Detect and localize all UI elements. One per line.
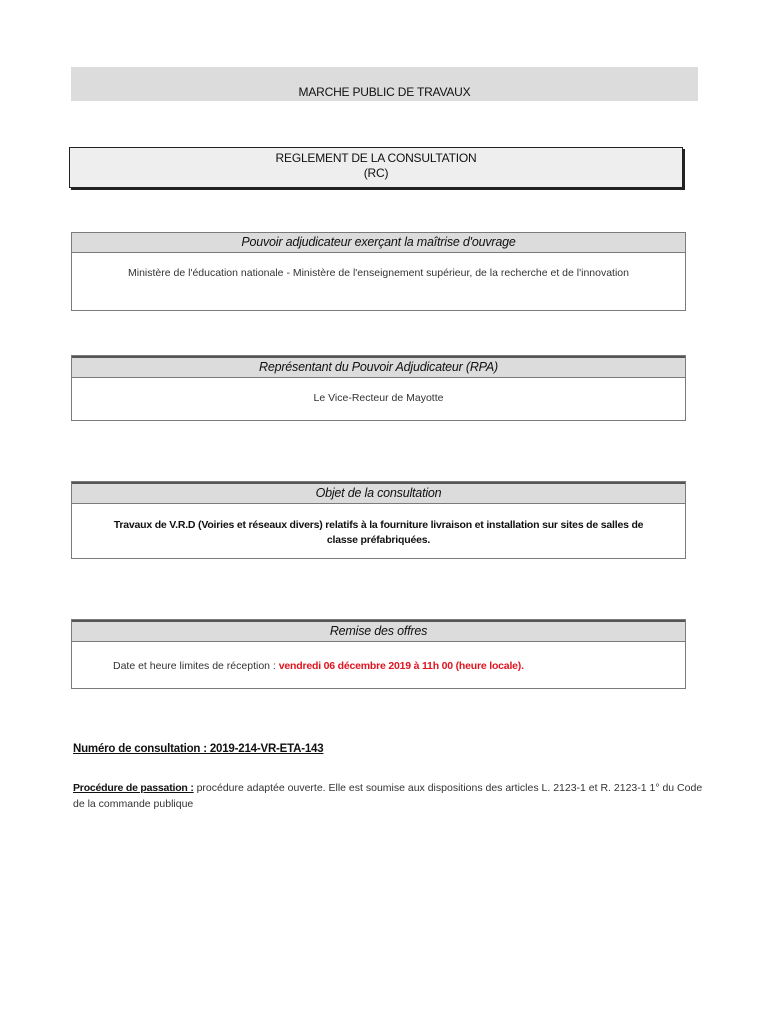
rpa-title: Représentant du Pouvoir Adjudicateur (RPA) [72,356,685,378]
numero-consultation: Numéro de consultation : 2019-214-VR-ETA-143 [73,743,324,755]
remise-title: Remise des offres [72,620,685,642]
remise-label: Date et heure limites de réception : [113,660,279,672]
procedure-text: procédure adaptée ouverte. Elle est soumise aux dispositions des articles L. 2123-1 et R. 2123-1 1° du Code de la commande publique [73,782,703,810]
rpa-section [71,355,686,421]
procedure-paragraph [73,780,703,812]
objet-body: Travaux de V.R.D (Voiries et réseaux divers) relatifs à la fourniture livraison et installation sur sites de salles de classe préfabriquées. [113,519,644,546]
procedure-label: Procédure de passation : [73,782,194,794]
document-title: MARCHE PUBLIC DE TRAVAUX [298,85,471,99]
rc-title-line2: (RC) [363,166,389,180]
pouvoir-adjudicateur-title: Pouvoir adjudicateur exerçant la maîtrise d'ouvrage [72,233,685,253]
rpa-body: Le Vice-Recteur de Mayotte [313,392,444,404]
objet-title: Objet de la consultation [72,482,685,504]
pouvoir-adjudicateur-section [71,232,686,311]
remise-deadline: vendredi 06 décembre 2019 à 11h 00 (heure locale). [278,660,524,672]
pouvoir-adjudicateur-body: Ministère de l'éducation nationale - Ministère de l'enseignement supérieur, de la recherche et de l'innovation [128,267,629,279]
header-band [71,67,698,101]
remise-body [72,642,685,674]
remise-section [71,619,686,689]
rc-title-box [69,147,683,188]
rc-title-line1: REGLEMENT DE LA CONSULTATION [275,151,477,165]
objet-section [71,481,686,559]
